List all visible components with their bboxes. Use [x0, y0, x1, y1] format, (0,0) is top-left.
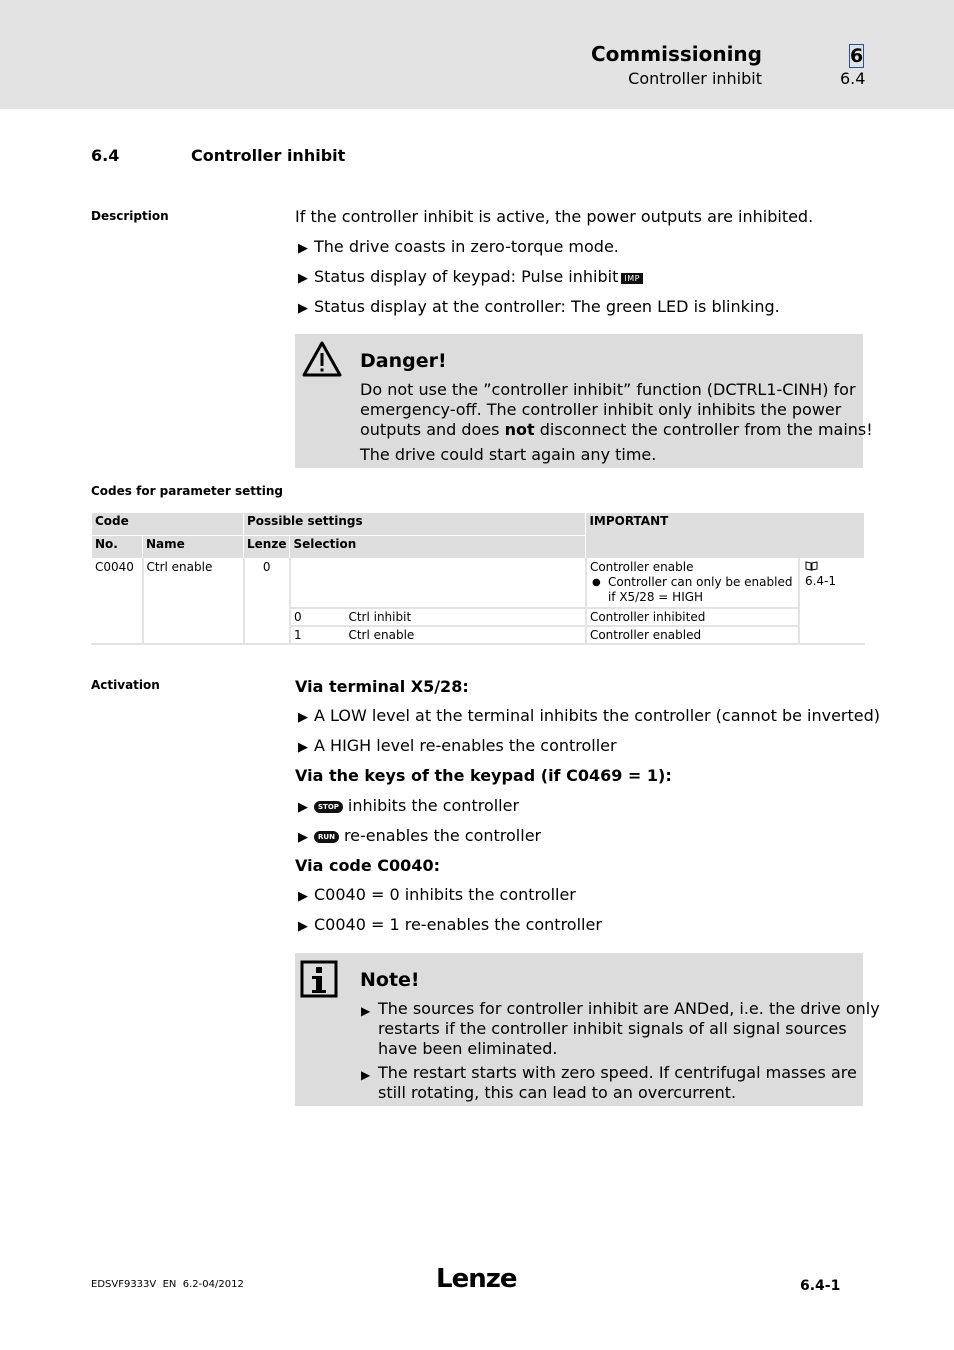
list-item: ▶ A HIGH level re-enables the controller: [298, 736, 617, 755]
keypad-heading: Via the keys of the keypad (if C0469 = 1):: [295, 766, 672, 785]
triangle-bullet-icon: ▶: [361, 1068, 371, 1082]
triangle-bullet-icon: ▶: [298, 919, 308, 934]
page-number: 6.4-1: [800, 1278, 841, 1294]
list-item: ▶ The drive coasts in zero-torque mode.: [298, 237, 619, 256]
imp-status-icon: IMP: [621, 273, 643, 284]
description-intro: If the controller inhibit is active, the power outputs are inhibited.: [295, 207, 814, 226]
list-item: ▶ The sources for controller inhibit are ANDed, i.e. the drive only restarts if the controller inhibit signals of all signal sources have been eliminated.: [361, 999, 880, 1058]
option-label: Ctrl inhibit: [345, 608, 586, 626]
header-code: Code: [92, 513, 244, 536]
chapter-number: 6: [850, 45, 864, 67]
option-important: Controller inhibited: [586, 608, 799, 626]
warning-triangle-icon: [301, 340, 343, 378]
description-label: Description: [91, 209, 169, 223]
note-box: [295, 953, 880, 1106]
document-id: EDSVF9333V EN 6.2-04/2012: [91, 1279, 244, 1290]
list-item: ▶ C0040 = 0 inhibits the controller: [298, 885, 576, 904]
list-item: ▶ RUN re-enables the controller: [298, 826, 542, 845]
triangle-bullet-icon: ▶: [298, 241, 308, 256]
list-item: ▶ The restart starts with zero speed. If centrifugal masses are still rotating, this can lead to an overcurrent.: [361, 1063, 857, 1102]
terminal-heading: Via terminal X5/28:: [295, 677, 469, 696]
danger-box: [295, 334, 873, 468]
triangle-bullet-icon: ▶: [298, 830, 308, 845]
triangle-bullet-icon: ▶: [298, 740, 308, 755]
activation-label: Activation: [91, 678, 160, 692]
header-section: 6.4: [840, 69, 866, 88]
header-title: Commissioning: [590, 42, 762, 66]
triangle-bullet-icon: ▶: [298, 301, 308, 316]
triangle-bullet-icon: ▶: [361, 1004, 371, 1018]
code-name: Ctrl enable: [143, 559, 244, 645]
option-value: 1: [290, 626, 345, 644]
list-item: ▶ C0040 = 1 re-enables the controller: [298, 915, 602, 934]
list-item: ▶ STOP inhibits the controller: [298, 796, 520, 815]
header-lenze: Lenze: [244, 536, 290, 559]
table-row: [92, 559, 865, 609]
code-heading: Via code C0040:: [295, 856, 440, 875]
option-value: 0: [290, 608, 345, 626]
list-item: ▶ Status display at the controller: The green LED is blinking.: [298, 297, 780, 316]
header-subtitle: Controller inhibit: [628, 69, 762, 88]
section-number: 6.4: [91, 146, 120, 165]
header-name: Name: [143, 536, 244, 559]
triangle-bullet-icon: ▶: [298, 271, 308, 286]
important-cell: Controller enable ● Controller can only be enabled if X5/28 = HIGH: [586, 559, 799, 609]
option-label: Ctrl enable: [345, 626, 586, 644]
codes-table: [91, 512, 865, 645]
header-selection: Selection: [290, 536, 586, 559]
page-reference: 6.4-1: [804, 574, 837, 588]
reference-cell: [799, 559, 865, 645]
header-possible-settings: Possible settings: [244, 513, 586, 536]
stop-key-icon: STOP: [314, 801, 343, 813]
codes-label: Codes for parameter setting: [91, 484, 283, 498]
dot-bullet-icon: ●: [591, 577, 601, 588]
triangle-bullet-icon: ▶: [298, 889, 308, 904]
header-no: No.: [92, 536, 143, 559]
info-icon: [300, 960, 338, 998]
code-lenze: 0: [244, 559, 290, 645]
danger-heading: Danger!: [360, 350, 447, 372]
page-header: [0, 0, 954, 109]
section-title: Controller inhibit: [191, 146, 346, 165]
list-item: ▶ A LOW level at the terminal inhibits the controller (cannot be inverted): [298, 706, 881, 725]
triangle-bullet-icon: ▶: [298, 710, 308, 725]
run-key-icon: RUN: [314, 831, 339, 843]
book-icon: [805, 561, 818, 571]
option-important: Controller enabled: [586, 626, 799, 644]
danger-text: Do not use the ”controller inhibit” function (DCTRL1-CINH) for emergency-off. The controller inhibit only inhibits the power outputs and does not disconnect the controller from the mains! The drive could start again any time.: [360, 380, 873, 464]
header-important: IMPORTANT: [586, 513, 865, 559]
lenze-logo: Lenze: [436, 1264, 517, 1294]
code-no: C0040: [92, 559, 143, 645]
list-item: ▶ Status display of keypad: Pulse inhibit IMP: [298, 267, 643, 286]
note-heading: Note!: [360, 969, 420, 991]
triangle-bullet-icon: ▶: [298, 800, 308, 815]
